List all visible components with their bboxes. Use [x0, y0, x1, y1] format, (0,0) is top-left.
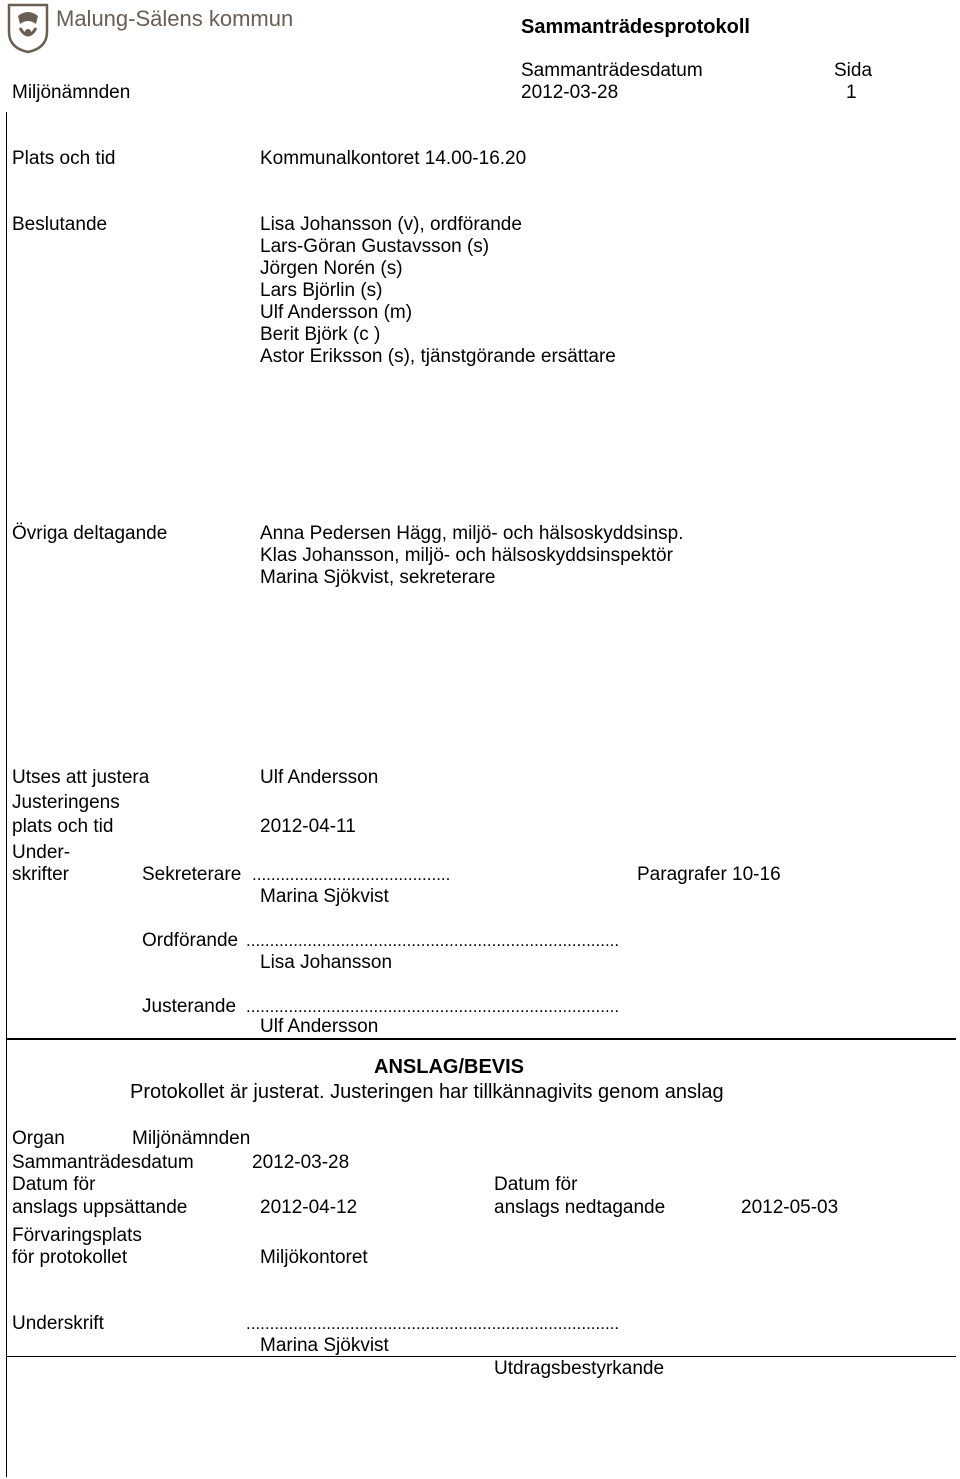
signatures-label-2: skrifter: [12, 864, 69, 885]
chair-label: Ordförande: [142, 930, 239, 951]
list-item: Jörgen Norén (s): [260, 258, 403, 279]
list-item: Anna Pedersen Hägg, miljö- och hälsoskyddsinsp.: [260, 523, 684, 544]
chair-signature-line: ...............................................................................: [246, 931, 620, 950]
storage-label-2: för protokollet: [12, 1247, 128, 1268]
removed-label-1: Datum för: [494, 1174, 578, 1195]
secretary-signature-line: ..........................................: [252, 865, 451, 884]
adjust-place-label-1: Justeringens: [12, 792, 120, 813]
page-number: 1: [846, 82, 857, 103]
certifier-label: Utdragsbestyrkande: [494, 1358, 665, 1379]
margin-line: [6, 112, 7, 1477]
adjuster-name: Ulf Andersson: [260, 1016, 379, 1037]
organ-label: Organ: [12, 1128, 65, 1149]
anslag-statement: Protokollet är justerat. Justeringen har tillkännagivits genom anslag: [130, 1081, 724, 1103]
organization-name: Malung-Sälens kommun: [56, 6, 294, 31]
removed-label-2: anslags nedtagande: [494, 1197, 666, 1218]
appointed-value: Ulf Andersson: [260, 767, 379, 788]
organ-value: Miljönämnden: [132, 1128, 251, 1149]
signatures-label-1: Under-: [12, 842, 71, 863]
list-item: Lars-Göran Gustavsson (s): [260, 236, 490, 257]
municipality-crest-icon: [6, 2, 50, 54]
paragraphs: Paragrafer 10-16: [637, 864, 781, 885]
anslag-date-value: 2012-03-28: [252, 1152, 350, 1173]
place-time-value: Kommunalkontoret 14.00-16.20: [260, 148, 527, 169]
section-divider: [6, 1038, 956, 1040]
deciding-list: [260, 214, 616, 368]
posted-value: 2012-04-12: [260, 1197, 358, 1218]
secretary-name: Marina Sjökvist: [260, 886, 389, 907]
document-type: Sammanträdesprotokoll: [521, 16, 750, 38]
committee-name: Miljönämnden: [12, 82, 131, 103]
appointed-label: Utses att justera: [12, 767, 150, 788]
anslag-title: ANSLAG/BEVIS: [374, 1056, 525, 1078]
storage-value: Miljökontoret: [260, 1247, 368, 1268]
place-time-label: Plats och tid: [12, 148, 116, 169]
bottom-divider: [6, 1356, 956, 1357]
adjust-place-label-2: plats och tid: [12, 816, 114, 837]
removed-value: 2012-05-03: [741, 1197, 839, 1218]
adjuster-label: Justerande: [142, 996, 237, 1017]
date-label: Sammanträdesdatum: [521, 60, 703, 81]
list-item: Klas Johansson, miljö- och hälsoskyddsinspektör: [260, 545, 673, 566]
chair-name: Lisa Johansson: [260, 952, 393, 973]
list-item: Berit Björk (c ): [260, 324, 381, 345]
storage-label-1: Förvaringsplats: [12, 1225, 142, 1246]
posted-label-1: Datum för: [12, 1174, 96, 1195]
list-item: Ulf Andersson (m): [260, 302, 413, 323]
others-label: Övriga deltagande: [12, 523, 168, 544]
adjuster-signature-line: ...............................................................................: [246, 997, 620, 1016]
list-item: Lars Björlin (s): [260, 280, 383, 301]
deciding-label: Beslutande: [12, 214, 108, 235]
meeting-date: 2012-03-28: [521, 82, 619, 103]
signature-label: Underskrift: [12, 1313, 104, 1334]
adjust-place-value: 2012-04-11: [260, 816, 356, 837]
anslag-date-label: Sammanträdesdatum: [12, 1152, 194, 1173]
list-item: Marina Sjökvist, sekreterare: [260, 567, 496, 588]
list-item: Lisa Johansson (v), ordförande: [260, 214, 522, 235]
secretary-label: Sekreterare: [142, 864, 242, 885]
others-list: [260, 523, 684, 589]
list-item: Astor Eriksson (s), tjänstgörande ersättare: [260, 346, 616, 367]
signature-line: ...............................................................................: [246, 1314, 620, 1333]
posted-label-2: anslags uppsättande: [12, 1197, 188, 1218]
signature-name: Marina Sjökvist: [260, 1335, 389, 1356]
logo: [6, 2, 50, 54]
page-label: Sida: [834, 60, 873, 81]
